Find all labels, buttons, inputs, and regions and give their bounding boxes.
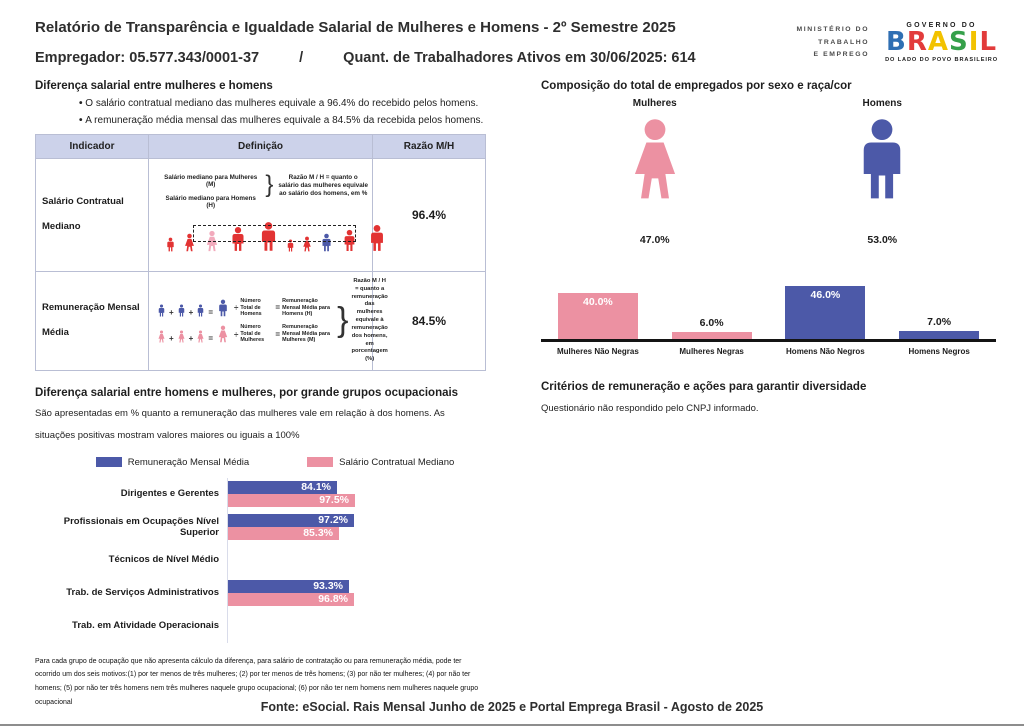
indicator-table [35, 134, 486, 371]
occupation-label: Profissionais em Ocupações Nível Superior [63, 515, 219, 539]
ministry-logo [797, 24, 870, 61]
salary-gap-bullets [35, 98, 485, 126]
woman-icon [612, 116, 698, 207]
ministry-line: TRABALHO [818, 38, 870, 46]
pink-swatch [307, 457, 333, 467]
report-header [0, 0, 1024, 66]
race-category-label: Homens Negros [908, 347, 970, 356]
woman-silhouette-icon [612, 116, 698, 202]
occupation-bars [227, 610, 485, 643]
indicator-name: Remuneração Mensal Média [36, 272, 149, 371]
table-header-row [36, 135, 486, 159]
formula-person-icon [214, 325, 232, 343]
mediano-bar: 85.3% [228, 527, 339, 540]
equals-sign: = [275, 329, 281, 339]
occupational-bar-chart [35, 478, 485, 643]
col-header-razao: Razão M/H [373, 135, 486, 159]
bullet-item: • O salário contratual mediano das mulheres equivale a 96.4% do recebido pelos homens. [79, 98, 485, 109]
divide-sign: ÷ [234, 303, 239, 313]
legend-label: Salário Contratual Mediano [339, 456, 455, 468]
header-text [35, 20, 696, 66]
formula-person-icon [155, 330, 168, 343]
right-column [541, 68, 996, 709]
race-category-label: Homens Não Negros [786, 347, 865, 356]
man-icon [839, 116, 925, 207]
occupation-bars [227, 511, 485, 544]
brasil-wordmark [885, 29, 998, 56]
definition-cell [149, 159, 373, 272]
legend-item-media [96, 457, 249, 468]
median-dashed-box [193, 225, 356, 242]
legend-label: Remuneração Mensal Média [127, 456, 250, 468]
men-result-label: Remuneração Mensal Média para Homens (H) [282, 298, 331, 317]
occupational-row [35, 610, 485, 643]
man-silhouette-icon [839, 116, 925, 202]
bar-value-label: 46.0% [810, 289, 841, 301]
formula-person-icon [155, 304, 168, 317]
mediano-bar: 96.8% [228, 593, 354, 606]
occupation-label: Dirigentes e Gerentes [120, 488, 219, 500]
active-workers: Quant. de Trabalhadores Ativos em 30/06/2025: 614 [343, 50, 696, 66]
blue-swatch [96, 457, 122, 467]
criteria-title: Critérios de remuneração e ações para garantir diversidade [541, 381, 867, 393]
figure-men [769, 98, 997, 246]
race-category-label: Mulheres Não Negras [556, 347, 639, 356]
govbr-logo-top: GOVERNO DO [906, 22, 977, 29]
bar [672, 332, 752, 339]
divide-sign: ÷ [234, 329, 239, 339]
figure-women [541, 98, 769, 246]
chart-legend [65, 457, 485, 468]
bar-value-label: 40.0% [582, 296, 613, 308]
composition-title: Composição do total de empregados por sexo e raça/cor [541, 80, 852, 92]
crowd-person-icon [163, 237, 178, 252]
table-row [36, 272, 486, 371]
brand-letter: S [949, 27, 969, 57]
occupation-label: Técnicos de Nível Médio [108, 554, 219, 566]
race-bar-group [541, 293, 655, 339]
brace-glyph: } [337, 301, 349, 340]
ministry-line: E EMPREGO [813, 50, 870, 58]
race-category-label: Mulheres Negras [679, 347, 744, 356]
col-header-indicador: Indicador [36, 135, 149, 159]
chart-footnote: Para cada grupo de ocupação que não apresenta cálculo da diferença, para salário de contratação ou para remuneração média, pode ter ocorrido um dos seis motivos:(1) por ter menos de três mulheres; (2) por ter menos de três homens; (3) por não ter mulheres; (4) por não ter homens; (5) por não ter três homens nem três mulheres naquele grupo ocupacional; (6) por não ter nem homens nem mulheres naquele grupo ocupacional [35, 657, 479, 706]
bar [785, 286, 865, 339]
employer-line [35, 50, 696, 66]
median-men-label: Salário mediano para Homens (H) [165, 194, 256, 209]
table-row [36, 159, 486, 272]
media-bar: 93.3% [228, 580, 349, 593]
source-footer: Fonte: eSocial. Rais Mensal Junho de 2025 e Portal Emprega Brasil - Agosto de 2025 [260, 700, 764, 714]
brand-letter: B [886, 27, 907, 57]
race-bar-chart [541, 275, 996, 356]
figure-percentage: 53.0% [867, 234, 898, 246]
brand-letter: A [927, 27, 950, 57]
occupational-row [35, 511, 485, 544]
salary-gap-title: Diferença salarial entre mulheres e homens [35, 80, 273, 92]
criteria-text: Questionário não respondido pelo CNPJ informado. [541, 403, 759, 414]
occupational-row [35, 478, 485, 511]
bar-value-label: 7.0% [927, 316, 952, 328]
occupational-row [35, 544, 485, 577]
employer-id: Empregador: 05.577.343/0001-37 [35, 50, 260, 66]
bar [899, 331, 979, 339]
women-icons: + + = [155, 325, 232, 343]
mediano-bar: 97.5% [228, 494, 355, 507]
left-column [35, 68, 485, 709]
ratio-definition-note: Razão M / H = quanto a remuneração das mulheres equivale à remuneração dos homens, em porcentagem (%) [351, 278, 388, 363]
women-total-label: Número Total de Mulheres [240, 324, 265, 344]
occupation-bars [227, 544, 485, 577]
formula-person-icon [194, 330, 207, 343]
formula-person-icon [214, 299, 232, 317]
median-people-graphic [149, 209, 372, 266]
ministry-line: MINISTÉRIO DO [796, 26, 870, 34]
media-bar: 84.1% [228, 481, 337, 494]
page-title: Relatório de Transparência e Igualdade Salarial de Mulheres e Homens - 2º Semestre 2025 [35, 19, 676, 36]
occupational-subtitle: São apresentadas em % quanto a remuneração das mulheres vale em relação à dos homens. As situações positivas mostram valores maiores ou iguais a 100% [35, 407, 445, 441]
separator: / [299, 50, 304, 66]
occupation-label: Trab. em Atividade Operacionais [72, 620, 219, 632]
men-average-formula [155, 298, 334, 317]
definition-cell [149, 272, 388, 371]
women-average-formula [155, 324, 334, 343]
chart-baseline [541, 339, 996, 342]
indicator-name: Salário Contratual Mediano [36, 159, 149, 272]
figure-label: Mulheres [632, 98, 677, 109]
bar-value-label: 6.0% [699, 317, 724, 329]
header-logos [797, 22, 998, 63]
govbr-logo-bottom: DO LADO DO POVO BRASILEIRO [885, 57, 998, 64]
figure-label: Homens [862, 98, 902, 109]
figure-percentage: 47.0% [639, 234, 670, 246]
brand-letter: L [979, 27, 998, 57]
formula-person-icon [175, 304, 188, 317]
ratio-definition-note: Razão M / H = quanto o salário das mulheres equivale ao salário dos homens, em % [278, 173, 369, 197]
ratio-value: 96.4% [373, 159, 486, 272]
bullet-item: • A remuneração média mensal das mulheres equivale a 84.5% da recebida pelos homens. [79, 115, 485, 126]
brand-letter: R [906, 27, 928, 57]
occupation-bars [227, 577, 485, 610]
men-icons: + + = [155, 299, 232, 317]
brand-letter: I [968, 27, 980, 57]
occupation-bars [227, 478, 485, 511]
race-bar-group [769, 286, 883, 339]
occupational-row [35, 577, 485, 610]
occupation-label: Trab. de Serviços Administrativos [66, 587, 219, 599]
brace-glyph: } [265, 170, 274, 198]
formula-person-icon [175, 330, 188, 343]
equals-sign: = [275, 303, 281, 313]
formula-person-icon [194, 304, 207, 317]
sex-figures [541, 98, 996, 246]
women-result-label: Remuneração Mensal Média para Mulheres (M) [282, 324, 331, 344]
crowd-person-icon [363, 224, 391, 252]
median-women-label: Salário mediano para Mulheres (M) [164, 173, 258, 188]
col-header-definicao: Definição [149, 135, 373, 159]
govbr-logo [885, 22, 998, 63]
media-bar: 97.2% [228, 514, 354, 527]
content-columns [0, 66, 1024, 709]
men-total-label: Número Total de Homens [240, 298, 262, 317]
race-bar-group [882, 316, 996, 339]
bar [558, 293, 638, 339]
occupational-title: Diferença salarial entre homens e mulheres, por grande grupos ocupacionais [35, 386, 459, 399]
legend-item-mediano [307, 457, 454, 468]
ratio-value: 84.5% [373, 272, 486, 371]
race-bar-group [655, 317, 769, 339]
